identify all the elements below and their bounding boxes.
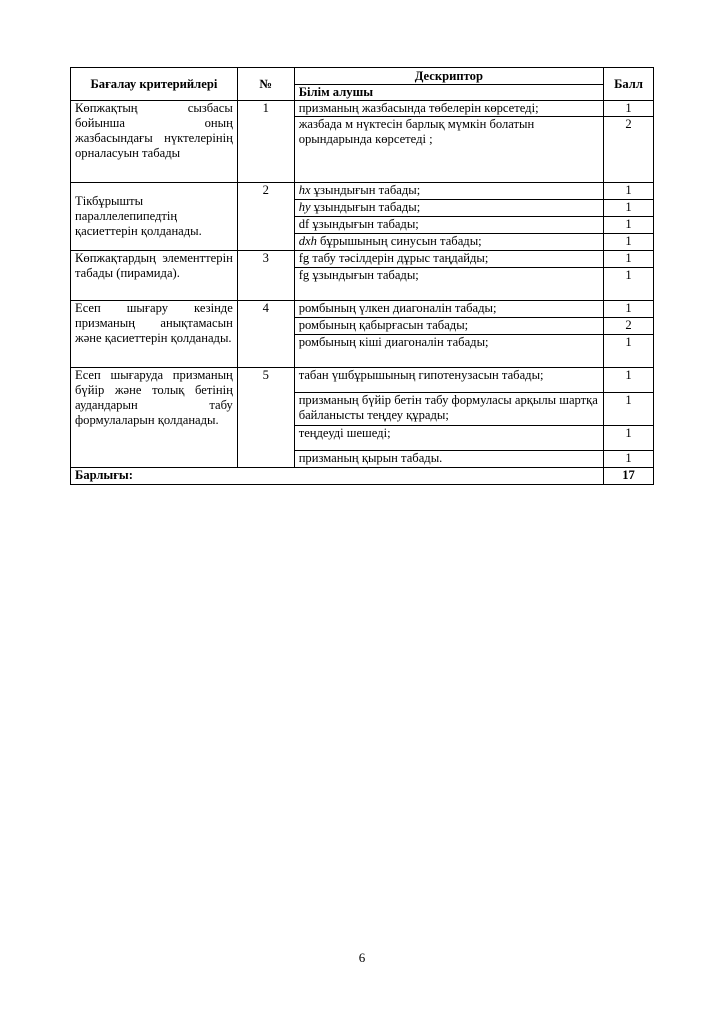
score-cell: 1 (604, 368, 654, 393)
number-header: № (237, 68, 294, 101)
criterion-number: 4 (237, 301, 294, 368)
descriptor-cell: табан үшбұрышының гипотенузасын табады; (294, 368, 603, 393)
criterion-number: 2 (237, 183, 294, 251)
header-row (71, 68, 654, 85)
table-row (71, 101, 654, 117)
score-cell: 1 (604, 200, 654, 217)
descriptor-cell: fg ұзындығын табады; (294, 268, 603, 301)
score-cell: 1 (604, 393, 654, 426)
total-value: 17 (604, 468, 654, 485)
score-cell: 1 (604, 335, 654, 368)
descriptor-header: Дескриптор (294, 68, 603, 85)
criterion-cell: Көпжақтардың элементтерін табады (пирамида). (71, 251, 238, 301)
descriptor-cell: fg табу тәсілдерін дұрыс таңдайды; (294, 251, 603, 268)
score-header: Балл (604, 68, 654, 101)
score-cell: 2 (604, 117, 654, 183)
score-cell: 1 (604, 217, 654, 234)
table-row (71, 301, 654, 318)
descriptor-cell: призманың қырын табады. (294, 451, 603, 468)
descriptor-cell: теңдеуді шешеді; (294, 426, 603, 451)
score-cell: 2 (604, 318, 654, 335)
learner-subheader: Білім алушы (294, 85, 603, 101)
criterion-cell: Есеп шығару кезінде призманың анықтамасын және қасиеттерін қолданады. (71, 301, 238, 368)
descriptor-cell: ромбының қабырғасын табады; (294, 318, 603, 335)
descriptor-cell: ромбының үлкен диагоналін табады; (294, 301, 603, 318)
score-cell: 1 (604, 183, 654, 200)
score-cell: 1 (604, 101, 654, 117)
score-cell: 1 (604, 268, 654, 301)
descriptor-cell: dxh бұрышының синусын табады; (294, 234, 603, 251)
criterion-number: 1 (237, 101, 294, 183)
descriptor-cell: hx ұзындығын табады; (294, 183, 603, 200)
criterion-number: 3 (237, 251, 294, 301)
descriptor-cell: призманың бүйір бетін табу формуласы арқылы шартқа байланысты теңдеу құрады; (294, 393, 603, 426)
total-label: Барлығы: (71, 468, 604, 485)
assessment-rubric-table (70, 67, 654, 485)
descriptor-cell: ромбының кіші диагоналін табады; (294, 335, 603, 368)
descriptor-cell: hy ұзындығын табады; (294, 200, 603, 217)
score-cell: 1 (604, 301, 654, 318)
criteria-header: Бағалау критерийлері (71, 68, 238, 101)
criterion-number: 5 (237, 368, 294, 468)
criterion-cell: Көпжақтың сызбасы бойынша оның жазбасындағы нүктелерінің орналасуын табады (71, 101, 238, 183)
score-cell: 1 (604, 234, 654, 251)
score-cell: 1 (604, 251, 654, 268)
criterion-cell: Тікбұрышты параллелепипедтің қасиеттерін қолданады. (71, 183, 238, 251)
criterion-cell: Есеп шығаруда призманың бүйір және толық бетінің аудандарын табу формулаларын қолданады. (71, 368, 238, 468)
score-cell: 1 (604, 451, 654, 468)
table-row (71, 251, 654, 268)
descriptor-cell: df ұзындығын табады; (294, 217, 603, 234)
table-row (71, 183, 654, 200)
score-cell: 1 (604, 426, 654, 451)
descriptor-cell: призманың жазбасында төбелерін көрсетеді; (294, 101, 603, 117)
table-row (71, 368, 654, 393)
descriptor-cell: жазбада м нүктесін барлық мүмкін болатын орындарында көрсетеді ; (294, 117, 603, 183)
page-number: 6 (358, 950, 366, 965)
total-row (71, 468, 654, 485)
